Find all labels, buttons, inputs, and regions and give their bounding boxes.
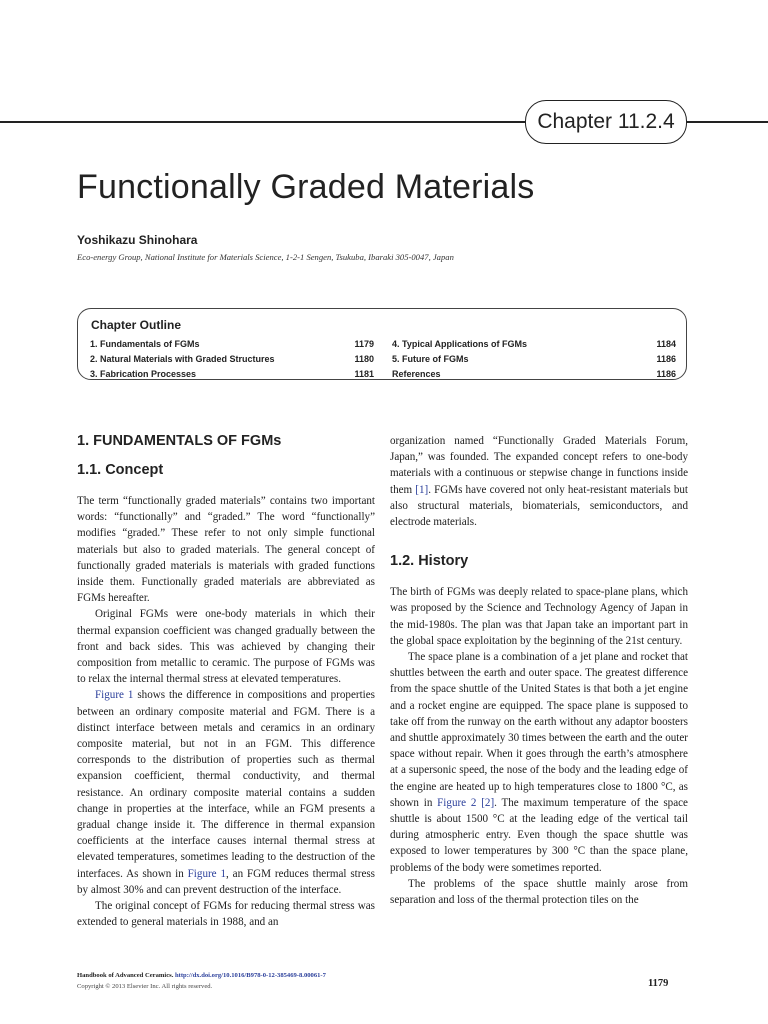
- outline-item[interactable]: [392, 367, 676, 382]
- outline-item[interactable]: [392, 352, 676, 367]
- outline-item-page: 1181: [354, 369, 374, 379]
- paragraph: The problems of the space shuttle mainly arose from separation and loss of the thermal protection tiles on the: [390, 877, 688, 907]
- paragraph-text: The space plane is a combination of a jet plane and rocket that shuttles between the earth and outer space. The greatest difference from the space shuttle of the United States is that both a jet engine and a rocket engine are equipped. The space plane is supposed to take off from the runway on the earth without any adaptor boosters and shuttle approximately 30 times between the earth and the outer space without repair. When it goes through the earth’s atmosphere at a supersonic speed, the nose of the body and the leading edge of the engine are heated up to high temperatures close to 1800 °C, as shown in: [390, 651, 688, 809]
- outline-item-page: 1184: [656, 339, 676, 349]
- outline-item[interactable]: [90, 367, 374, 382]
- section-heading: 1. FUNDAMENTALS OF FGMs: [77, 433, 282, 449]
- outline-item-label: 5. Future of FGMs: [392, 354, 469, 364]
- paragraph: The birth of FGMs was deeply related to space-plane plans, which was proposed by the Science and Technology Agency of Japan in the mid-1980s. The plan was that Japan take an important part in the global space exploitation by the beginning of the 21st century.: [390, 586, 688, 647]
- outline-item-label: 2. Natural Materials with Graded Structures: [90, 354, 275, 364]
- paragraph: The term “functionally graded materials” contains two important words: “functionally” and “graded.” The word “functionally” modifies “graded.” These refer to not only simple functional materials but also to graded materials. The general concept of functionally graded materials is materials with graded functions inside them. Functionally graded materials are abbreviated as FGMs hereafter.: [77, 495, 375, 605]
- doi-link[interactable]: http://dx.doi.org/10.1016/B978-0-12-385469-8.00061-7: [175, 972, 326, 979]
- paragraph-text: , an FGM reduces thermal stress by almost 30% and can prevent destruction of the interface.: [77, 867, 375, 896]
- paragraph: [390, 433, 688, 530]
- outline-item-page: 1186: [656, 369, 676, 379]
- outline-item-page: 1180: [354, 354, 374, 364]
- reference-link[interactable]: [2]: [481, 796, 495, 809]
- chapter-label: Chapter 11.2.4: [525, 100, 687, 144]
- paragraph-text: . FGMs have covered not only heat-resistant materials but also structural materials, biomaterials, semiconductors, and electrode materials.: [390, 483, 688, 529]
- outline-heading: Chapter Outline: [91, 318, 182, 332]
- paragraph: The original concept of FGMs for reducing thermal stress was extended to general materials in 1988, and an: [77, 900, 375, 929]
- author-affiliation: Eco-energy Group, National Institute for Materials Science, 1-2-1 Sengen, Tsukuba, Ibaraki 305-0047, Japan: [77, 252, 454, 262]
- figure-link[interactable]: Figure 1: [95, 689, 134, 702]
- outline-item-label: 4. Typical Applications of FGMs: [392, 339, 528, 349]
- footer-copyright: Copyright © 2013 Elsevier Inc. All rights reserved.: [77, 983, 213, 990]
- page-title: Functionally Graded Materials: [77, 168, 535, 206]
- outline-item-label: 3. Fabrication Processes: [90, 369, 197, 379]
- subsection-heading-concept: 1.1. Concept: [77, 462, 164, 478]
- outline-item-label: References: [392, 369, 441, 379]
- subsection-heading-history: 1.2. History: [390, 553, 469, 570]
- outline-item-page: 1179: [354, 339, 374, 349]
- figure-link[interactable]: Figure 2: [437, 796, 477, 809]
- author-name: Yoshikazu Shinohara: [77, 233, 198, 247]
- outline-column-right: [392, 337, 676, 382]
- body-column-right: [390, 433, 688, 908]
- figure-link[interactable]: Figure 1: [187, 867, 227, 880]
- paragraph: Original FGMs were one-body materials in which their thermal expansion coefficient was changed gradually between the front and back sides. This was achieved by changing their composition from metallic to ceramic. The purpose of FGMs was to relax the internal thermal stress at elevated temperatures.: [77, 608, 375, 686]
- paragraph: [390, 649, 688, 876]
- footer-citation: [77, 972, 326, 979]
- body-column-left: [77, 430, 375, 930]
- outline-column-left: [90, 337, 374, 382]
- paragraph-text: shows the difference in compositions and properties between an ordinary composite material and FGM. There is a distinct interface between metals and ceramics in an ordinary composite material, but not in an FGM. This difference corresponds to the distribution of properties such as thermal expansion coefficient, thermal conductivity, and thermal resistance. An ordinary composite material contains a sudden change in properties at the interface, while an FGM presents a gradual change inside it. The difference in thermal expansion coefficients at the interface causes internal thermal stress at elevated temperatures, sometimes leading to the destruction of the interfaces. As shown in: [77, 689, 375, 880]
- reference-link[interactable]: [1]: [415, 483, 429, 496]
- paragraph-text: . The maximum temperature of the space shuttle is about 1500 °C at the leading edge of the vertical tail during atmospheric entry. Even though the space shuttle was exposed to lower temperatures by 300 °C than the space plane, problems of the body were sometimes reported.: [390, 796, 688, 874]
- outline-item-page: 1186: [656, 354, 676, 364]
- outline-item[interactable]: [392, 337, 676, 352]
- outline-item[interactable]: [90, 337, 374, 352]
- page-number: 1179: [648, 978, 669, 989]
- outline-item-label: 1. Fundamentals of FGMs: [90, 339, 200, 349]
- paragraph: [77, 687, 375, 898]
- outline-item[interactable]: [90, 352, 374, 367]
- chapter-outline-box: [77, 308, 687, 380]
- paragraph-text: organization named “Functionally Graded Materials Forum, Japan,” was founded. The expanded concept refers to one-body materials with a continuous or stepwise change in functions inside them: [390, 435, 688, 496]
- footer-book-title: Handbook of Advanced Ceramics.: [77, 972, 175, 979]
